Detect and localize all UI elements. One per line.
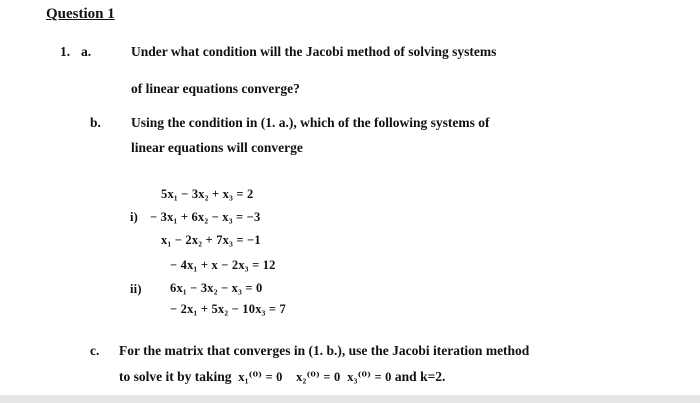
question-title: Question 1	[46, 6, 115, 22]
part-c-line-1: For the matrix that converges in (1. b.), use the Jacobi iteration method	[119, 343, 530, 358]
part-a-line-2: of linear equations converge?	[131, 81, 300, 96]
initial-x2: x₂⁽⁰⁾ = 0	[296, 370, 341, 384]
part-b-line-2: linear equations will converge	[131, 140, 303, 155]
system-i-eq-1: 5x₁ − 3x₂ + x₃ = 2	[161, 187, 254, 201]
system-i-eq-3: x₁ − 2x₂ + 7x₃ = −1	[161, 233, 261, 247]
system-i-eq-2: − 3x₁ + 6x₂ − x₃ = −3	[150, 210, 261, 224]
part-c-label: c.	[90, 343, 100, 358]
part-c-line-2-suffix: and k=2.	[394, 369, 446, 384]
system-ii-eq-2: 6x₁ − 3x₂ − x₃ = 0	[170, 281, 263, 295]
part-c-line-2	[119, 369, 445, 385]
part-b-label: b.	[90, 115, 101, 130]
system-ii-eq-1: − 4x₁ + x − 2x₃ = 12	[170, 258, 276, 272]
system-ii-eq-3: − 2x₁ + 5x₂ − 10x₃ = 7	[170, 302, 287, 316]
system-ii-label: ii)	[130, 282, 142, 296]
initial-x3: x₃⁽⁰⁾ = 0	[347, 370, 392, 384]
part-a-label: a.	[81, 44, 92, 59]
part-a-line-1: Under what condition will the Jacobi method of solving systems	[131, 44, 497, 59]
question-number: 1.	[60, 44, 71, 59]
part-c-line-2-prefix: to solve it by taking	[119, 369, 232, 384]
system-i-label: i)	[130, 210, 139, 224]
part-b-line-1: Using the condition in (1. a.), which of the following systems of	[131, 115, 490, 130]
initial-x1: x₁⁽⁰⁾ = 0	[238, 370, 283, 384]
bottom-divider	[0, 395, 700, 403]
